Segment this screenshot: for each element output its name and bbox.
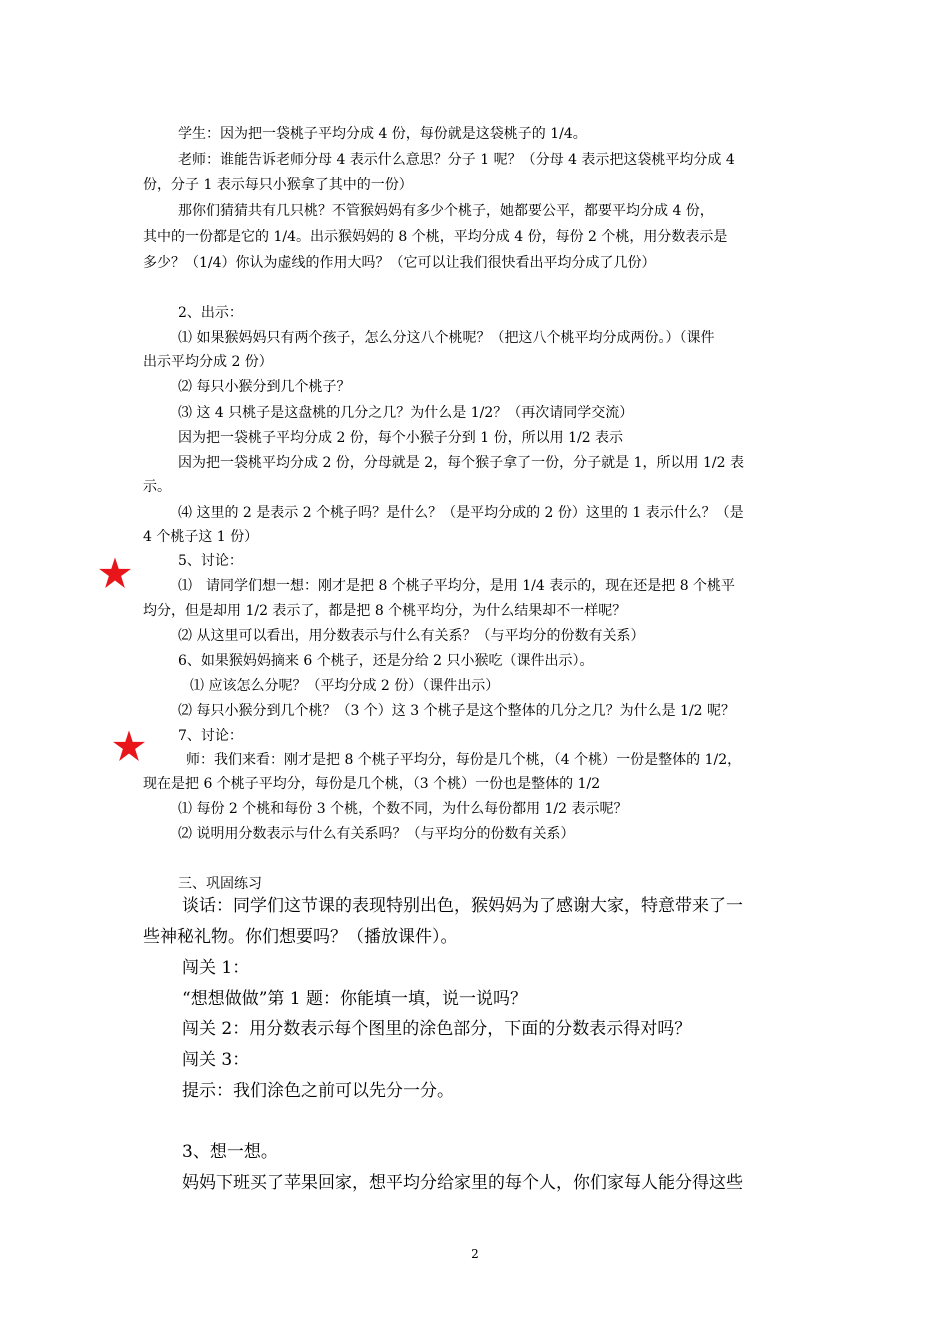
- text-line: 谈话：同学们这节课的表现特别出色，猴妈妈为了感谢大家，特意带来了一: [182, 896, 743, 916]
- section-heading: 3、想一想。: [182, 1142, 278, 1162]
- text-line: 闯关 3：: [182, 1050, 250, 1070]
- text-line: ⑵ 说明用分数表示与什么有关系吗？（与平均分的份数有关系）: [178, 826, 575, 842]
- section-heading: 7、讨论：: [178, 728, 243, 744]
- text-line: ⑵ 每只小猴分到几个桃子？: [178, 379, 351, 395]
- text-line: 妈妈下班买了苹果回家，想平均分给家里的每个人，你们家每人能分得这些: [182, 1173, 743, 1193]
- text-line: 示。: [143, 479, 171, 495]
- text-line: 其中的一份都是它的 1/4。出示猴妈妈的 8 个桃，平均分成 4 份，每份 2 个桃，用分数表示是: [143, 229, 728, 245]
- text-line: 师：我们来看：刚才是把 8 个桃子平均分，每份是几个桃，（4 个桃）一份是整体的 1/2，: [186, 752, 742, 768]
- text-line: 份，分子 1 表示每只小猴拿了其中的一份）: [143, 177, 413, 193]
- text-line: 老师：谁能告诉老师分母 4 表示什么意思？分子 1 呢？（分母 4 表示把这袋桃平均分成 4: [178, 152, 735, 168]
- text-line: 现在是把 6 个桃子平均分，每份是几个桃，（3 个桃）一份也是整体的 1/2: [143, 776, 601, 792]
- text-line: ⑵ 从这里可以看出，用分数表示与什么有关系？（与平均分的份数有关系）: [178, 628, 645, 644]
- text-line: 多少？（1/4）你认为虚线的作用大吗？（它可以让我们很快看出平均分成了几份）: [143, 255, 656, 271]
- section-heading: 三、巩固练习: [178, 876, 262, 892]
- text-line: ⑷ 这里的 2 是表示 2 个桃子吗？是什么？（是平均分成的 2 份）这里的 1 表示什么？（是: [178, 505, 744, 521]
- text-line: ⑴ 应该怎么分呢？（平均分成 2 份）（课件出示）: [190, 678, 500, 694]
- text-line: 些神秘礼物。你们想要吗？（播放课件）。: [143, 927, 458, 947]
- red-star-icon: [98, 556, 132, 590]
- text-line: 提示：我们涂色之前可以先分一分。: [182, 1081, 454, 1101]
- text-line: ⑴ 请同学们想一想：刚才是把 8 个桃子平均分，是用 1/4 表示的，现在还是把 8 个桃平: [178, 578, 736, 594]
- text-line: 闯关 2：用分数表示每个图里的涂色部分，下面的分数表示得对吗？: [182, 1019, 692, 1039]
- text-line: ⑵ 每只小猴分到几个桃？（3 个）这 3 个桃子是这个整体的几分之几？为什么是 1/2 呢？: [178, 703, 736, 719]
- section-heading: 5、讨论：: [178, 553, 243, 569]
- text-line: 出示平均分成 2 份）: [143, 354, 273, 370]
- text-line: ⑶ 这 4 只桃子是这盘桃的几分之几？为什么是 1/2？（再次请同学交流）: [178, 405, 634, 421]
- text-line: 那你们猜猜共有几只桃？不管猴妈妈有多少个桃子，她都要公平，都要平均分成 4 份，: [178, 203, 714, 219]
- text-line: “想想做做”第 1 题：你能填一填，说一说吗？: [182, 989, 528, 1009]
- text-line: 学生：因为把一袋桃子平均分成 4 份，每份就是这袋桃子的 1/4。: [178, 126, 587, 142]
- section-heading: 6、如果猴妈妈摘来 6 个桃子，还是分给 2 只小猴吃（课件出示）。: [178, 653, 594, 669]
- text-line: 4 个桃子这 1 份）: [143, 529, 259, 545]
- page-number: 2: [471, 1247, 479, 1261]
- text-line: 因为把一袋桃子平均分成 2 份，每个小猴子分到 1 份，所以用 1/2 表示: [178, 430, 624, 446]
- red-star-icon: [112, 729, 146, 763]
- text-line: ⑴ 每份 2 个桃和每份 3 个桃，个数不同，为什么每份都用 1/2 表示呢？: [178, 801, 628, 817]
- text-line: 均分，但是却用 1/2 表示了，都是把 8 个桃平均分，为什么结果却不一样呢？: [143, 603, 627, 619]
- text-line: 因为把一袋桃平均分成 2 份，分母就是 2，每个猴子拿了一份，分子就是 1，所以用 1/2 表: [178, 455, 744, 471]
- text-line: ⑴ 如果猴妈妈只有两个孩子，怎么分这八个桃呢？（把这八个桃平均分成两份。）（课件: [178, 330, 715, 346]
- section-heading: 2、出示：: [178, 305, 243, 321]
- text-line: 闯关 1：: [182, 958, 250, 978]
